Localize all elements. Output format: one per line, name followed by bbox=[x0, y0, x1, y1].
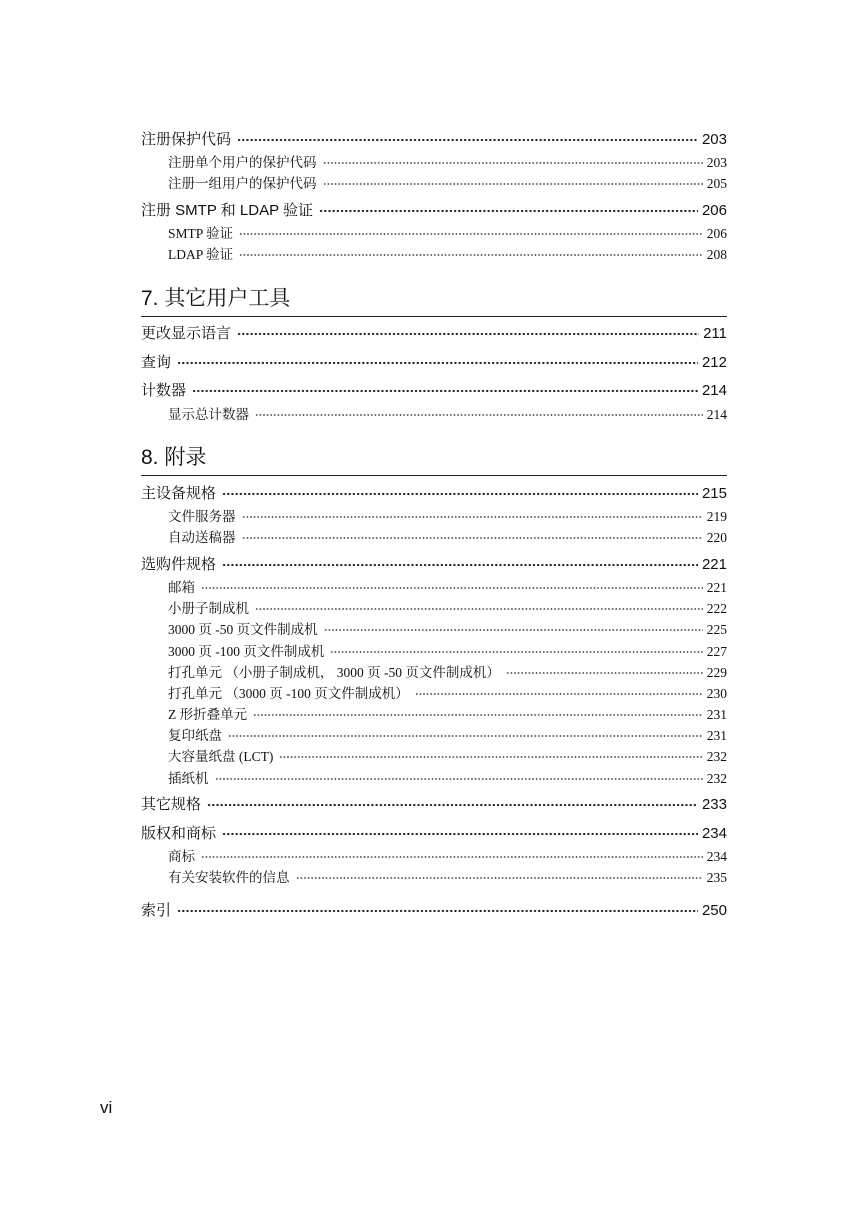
toc-entry-page: 214 bbox=[701, 382, 727, 399]
toc-entry-page: 232 bbox=[706, 771, 727, 786]
page-number: vi bbox=[100, 1098, 113, 1117]
toc-subentry[interactable] bbox=[141, 526, 727, 546]
toc-entry-title: 商标 bbox=[168, 849, 195, 864]
toc-entry-title: 索引 bbox=[141, 902, 172, 919]
toc-entry[interactable] bbox=[141, 793, 727, 814]
dot-leader bbox=[255, 406, 703, 420]
toc-subentry[interactable] bbox=[141, 640, 727, 660]
dot-leader bbox=[506, 664, 703, 678]
toc-entry[interactable] bbox=[141, 199, 727, 220]
toc-entry-page: 206 bbox=[701, 202, 727, 219]
toc-entry-page: 233 bbox=[701, 796, 727, 813]
toc-entry-title: 邮箱 bbox=[168, 580, 195, 595]
toc-entry-page: 212 bbox=[701, 354, 727, 371]
dot-leader bbox=[324, 621, 703, 635]
chapter-heading: 8. 附录 bbox=[141, 441, 727, 476]
dot-leader bbox=[330, 643, 702, 657]
toc-entry-page: 227 bbox=[706, 644, 727, 659]
toc-entry[interactable] bbox=[141, 822, 727, 843]
toc-entry-title: 计数器 bbox=[141, 382, 187, 399]
toc-entry-title: 查询 bbox=[141, 354, 172, 371]
dot-leader bbox=[323, 154, 703, 168]
toc-entry-title: 注册 SMTP 和 LDAP 验证 bbox=[141, 202, 313, 219]
dot-leader bbox=[177, 352, 698, 367]
toc-entry-title: 主设备规格 bbox=[141, 485, 217, 502]
dot-leader bbox=[192, 380, 698, 395]
dot-leader bbox=[239, 246, 703, 260]
toc-subentry[interactable] bbox=[141, 724, 727, 744]
toc-entry-page: 230 bbox=[706, 686, 727, 701]
toc-entry-title: 3000 页 -100 页文件制成机 bbox=[168, 644, 325, 659]
toc-subentry[interactable] bbox=[141, 597, 727, 617]
toc-entry-title: 3000 页 -50 页文件制成机 bbox=[168, 622, 318, 637]
dot-leader bbox=[222, 554, 698, 569]
toc-subentry[interactable] bbox=[141, 505, 727, 525]
toc-entry-page: 220 bbox=[706, 530, 727, 545]
toc-entry-title: 大容量纸盘 (LCT) bbox=[168, 749, 274, 764]
toc-entry-title: LDAP 验证 bbox=[168, 247, 234, 262]
toc-entry-title: 其它规格 bbox=[141, 796, 202, 813]
chapter-heading: 7. 其它用户工具 bbox=[141, 282, 727, 317]
toc-entry-title: 有关安装软件的信息 bbox=[168, 870, 290, 885]
dot-leader bbox=[201, 848, 703, 862]
dot-leader bbox=[222, 823, 698, 838]
toc-entry-title: 打孔单元 （小册子制成机， 3000 页 -50 页文件制成机） bbox=[168, 665, 500, 680]
toc-entry-title: 注册保护代码 bbox=[141, 131, 232, 148]
dot-leader bbox=[239, 225, 703, 239]
toc-entry-page: 203 bbox=[706, 155, 727, 170]
toc-entry-page: 205 bbox=[706, 176, 727, 191]
toc-entry[interactable] bbox=[141, 351, 727, 372]
toc-entry-title: 更改显示语言 bbox=[141, 325, 232, 342]
dot-leader bbox=[253, 706, 703, 720]
toc-entry-page: 229 bbox=[706, 665, 727, 680]
toc-entry-page: 250 bbox=[701, 902, 727, 919]
toc-entry-page: 203 bbox=[701, 131, 727, 148]
toc-entry-title: 小册子制成机 bbox=[168, 601, 249, 616]
toc-subentry[interactable] bbox=[141, 618, 727, 638]
toc-entry-title: 版权和商标 bbox=[141, 825, 217, 842]
toc-entry-page: 208 bbox=[706, 247, 727, 262]
toc-entry-title: 打孔单元 （3000 页 -100 页文件制成机） bbox=[168, 686, 409, 701]
toc-entry-page: 214 bbox=[706, 407, 727, 422]
toc-entry[interactable] bbox=[141, 128, 727, 149]
dot-leader bbox=[215, 770, 703, 784]
toc-entry[interactable] bbox=[141, 899, 727, 920]
toc-entry-page: 211 bbox=[703, 325, 727, 342]
toc-subentry[interactable] bbox=[141, 703, 727, 723]
toc-subentry[interactable] bbox=[141, 845, 727, 865]
toc-entry-title: SMTP 验证 bbox=[168, 226, 234, 241]
dot-leader bbox=[255, 600, 703, 614]
toc-entry-page: 222 bbox=[706, 601, 727, 616]
toc-subentry[interactable] bbox=[141, 243, 727, 263]
toc-subentry[interactable] bbox=[141, 682, 727, 702]
toc-entry-title: 注册一组用户的保护代码 bbox=[168, 176, 317, 191]
toc-entry[interactable] bbox=[141, 322, 727, 343]
toc-entry-page: 219 bbox=[706, 509, 727, 524]
toc-entry-title: 复印纸盘 bbox=[168, 728, 222, 743]
dot-leader bbox=[242, 508, 703, 522]
dot-leader bbox=[222, 483, 698, 498]
toc-entry-title: Z 形折叠单元 bbox=[168, 707, 248, 722]
toc-entry[interactable] bbox=[141, 553, 727, 574]
toc-subentry[interactable] bbox=[141, 767, 727, 787]
toc-entry-title: 文件服务器 bbox=[168, 509, 236, 524]
toc-entry-page: 225 bbox=[706, 622, 727, 637]
toc-entry-page: 231 bbox=[706, 707, 727, 722]
toc-entry-title: 插纸机 bbox=[168, 771, 209, 786]
toc-entry-page: 221 bbox=[701, 556, 727, 573]
toc-entry[interactable] bbox=[141, 482, 727, 503]
toc-entry-title: 显示总计数器 bbox=[168, 407, 249, 422]
toc-entry-title: 选购件规格 bbox=[141, 556, 217, 573]
toc-entry-page: 215 bbox=[701, 485, 727, 502]
toc-entry-page: 206 bbox=[706, 226, 727, 241]
toc-entry-title: 注册单个用户的保护代码 bbox=[168, 155, 317, 170]
toc-entry-page: 221 bbox=[706, 580, 727, 595]
toc-subentry[interactable] bbox=[141, 172, 727, 192]
toc-subentry[interactable] bbox=[141, 403, 727, 423]
dot-leader bbox=[415, 685, 703, 699]
dot-leader bbox=[228, 727, 703, 741]
toc-entry-title: 自动送稿器 bbox=[168, 530, 236, 545]
toc-subentry[interactable] bbox=[141, 745, 727, 765]
toc-entry-page: 234 bbox=[706, 849, 727, 864]
dot-leader bbox=[296, 869, 703, 883]
dot-leader bbox=[242, 529, 703, 543]
toc-subentry[interactable] bbox=[141, 576, 727, 596]
dot-leader bbox=[279, 748, 702, 762]
toc-entry-page: 234 bbox=[701, 825, 727, 842]
toc-subentry[interactable] bbox=[141, 866, 727, 886]
dot-leader bbox=[319, 200, 698, 215]
dot-leader bbox=[201, 579, 703, 593]
toc-entry-page: 231 bbox=[706, 728, 727, 743]
toc-subentry[interactable] bbox=[141, 661, 727, 681]
toc-entry-page: 232 bbox=[706, 749, 727, 764]
toc-entry-page: 235 bbox=[706, 870, 727, 885]
toc-entry[interactable] bbox=[141, 379, 727, 400]
toc-subentry[interactable] bbox=[141, 222, 727, 242]
dot-leader bbox=[323, 175, 703, 189]
dot-leader bbox=[237, 129, 698, 144]
dot-leader bbox=[177, 900, 698, 915]
toc-subentry[interactable] bbox=[141, 151, 727, 171]
dot-leader bbox=[207, 794, 698, 809]
dot-leader bbox=[237, 323, 699, 338]
